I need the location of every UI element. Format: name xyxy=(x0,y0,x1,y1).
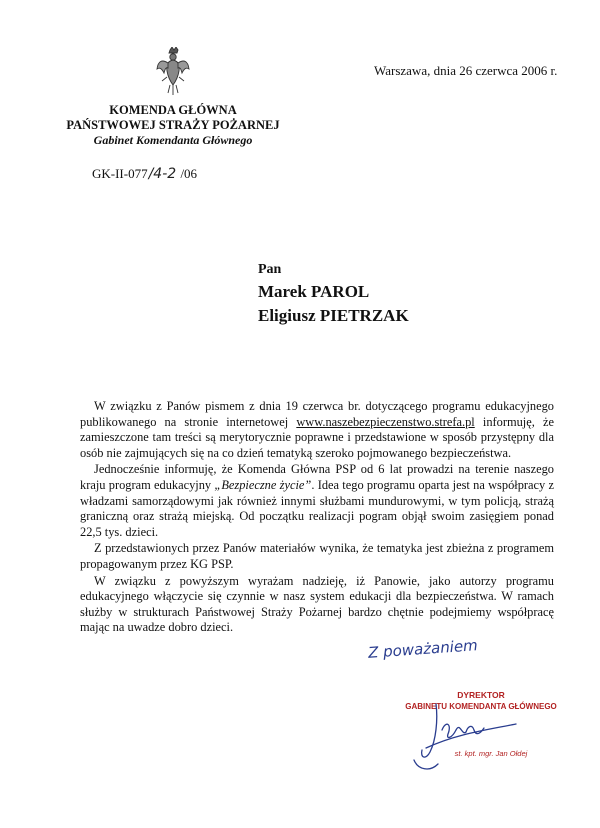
body-p2-text-b: . Idea tego programu oparta jest na współpracy z władzami samorządowymi jak również innymi służbami mundurowymi, w tym policją, strażą graniczną oraz strażą miejską. Od początku realizacji pogram objął swoim zasięgiem ponad 22,5 tys. dzieci. xyxy=(80,477,555,539)
reference-suffix: /06 xyxy=(180,166,198,181)
handwritten-signature xyxy=(396,690,546,780)
stamp-role: DYREKTOR xyxy=(457,690,505,700)
addressee-name-2: Eligiusz PIETRZAK xyxy=(258,306,409,325)
program-name: „Bezpieczne życie” xyxy=(214,477,312,492)
body-p1-text-b: informuję, że zamieszczone tam treści są merytorycznie poprawne i przedstawione w sposób przystępny dla osób nie zajmujących się na co dzień tematyką szeroko pojmowanego bezpieczeństwa. xyxy=(80,414,554,460)
addressee-name-1: Marek PAROL xyxy=(258,282,370,301)
website-link[interactable]: www.naszebezpieczenstwo.strefa.pl xyxy=(296,414,475,429)
letter-body xyxy=(80,399,554,637)
header-line-2: PAŃSTWOWEJ STRAŻY POŻARNEJ xyxy=(66,118,280,132)
handwritten-closing: Z poważaniem xyxy=(367,636,479,662)
addressee-block xyxy=(258,260,409,328)
stamp-unit: GABINETU KOMENDANTA GŁÓWNEGO xyxy=(405,702,557,711)
place-and-date: Warszawa, dnia 26 czerwca 2006 r. xyxy=(374,63,558,78)
polish-eagle-emblem-icon xyxy=(156,47,190,97)
reference-handwritten: /4-2 xyxy=(148,166,177,182)
stamp-signer: st. kpt. mgr. Jan Ołdej xyxy=(454,749,528,758)
addressee-salutation: Pan xyxy=(258,262,282,277)
body-paragraph-3: Z przedstawionych przez Panów materiałów wynika, że tematyka jest zbieżna z programem propagowanym przez KG PSP. xyxy=(80,541,554,571)
body-p2-text-a: Jednocześnie informuję, że Komenda Główna PSP od 6 lat prowadzi na terenie naszego kraju program edukacyjny xyxy=(80,462,554,492)
body-paragraph-4: W związku z powyższym wyrażam nadzieję, iż Panowie, jako autorzy programu edukacyjnego włączycie się czynnie w nasz system edukacji dla bezpieczeństwa. W ramach służby w strukturach Państwowej Straży Pożarnej bardzo chętnie podejmiemy współpracę mając na uwadze dobro dzieci. xyxy=(80,573,554,635)
sender-header xyxy=(60,103,286,148)
header-line-1: KOMENDA GŁÓWNA xyxy=(109,103,237,117)
header-line-3: Gabinet Komendanta Głównego xyxy=(93,133,253,147)
body-p1-text-a: W związku z Panów pismem z dnia 19 czerwca br. dotyczącego programu edukacyjnego publikowanego na stronie internetowej xyxy=(80,399,554,429)
body-paragraph-2 xyxy=(80,462,554,540)
reference-prefix: GK-II-077 xyxy=(92,166,148,181)
body-paragraph-1 xyxy=(80,399,554,461)
reference-number xyxy=(92,166,197,182)
